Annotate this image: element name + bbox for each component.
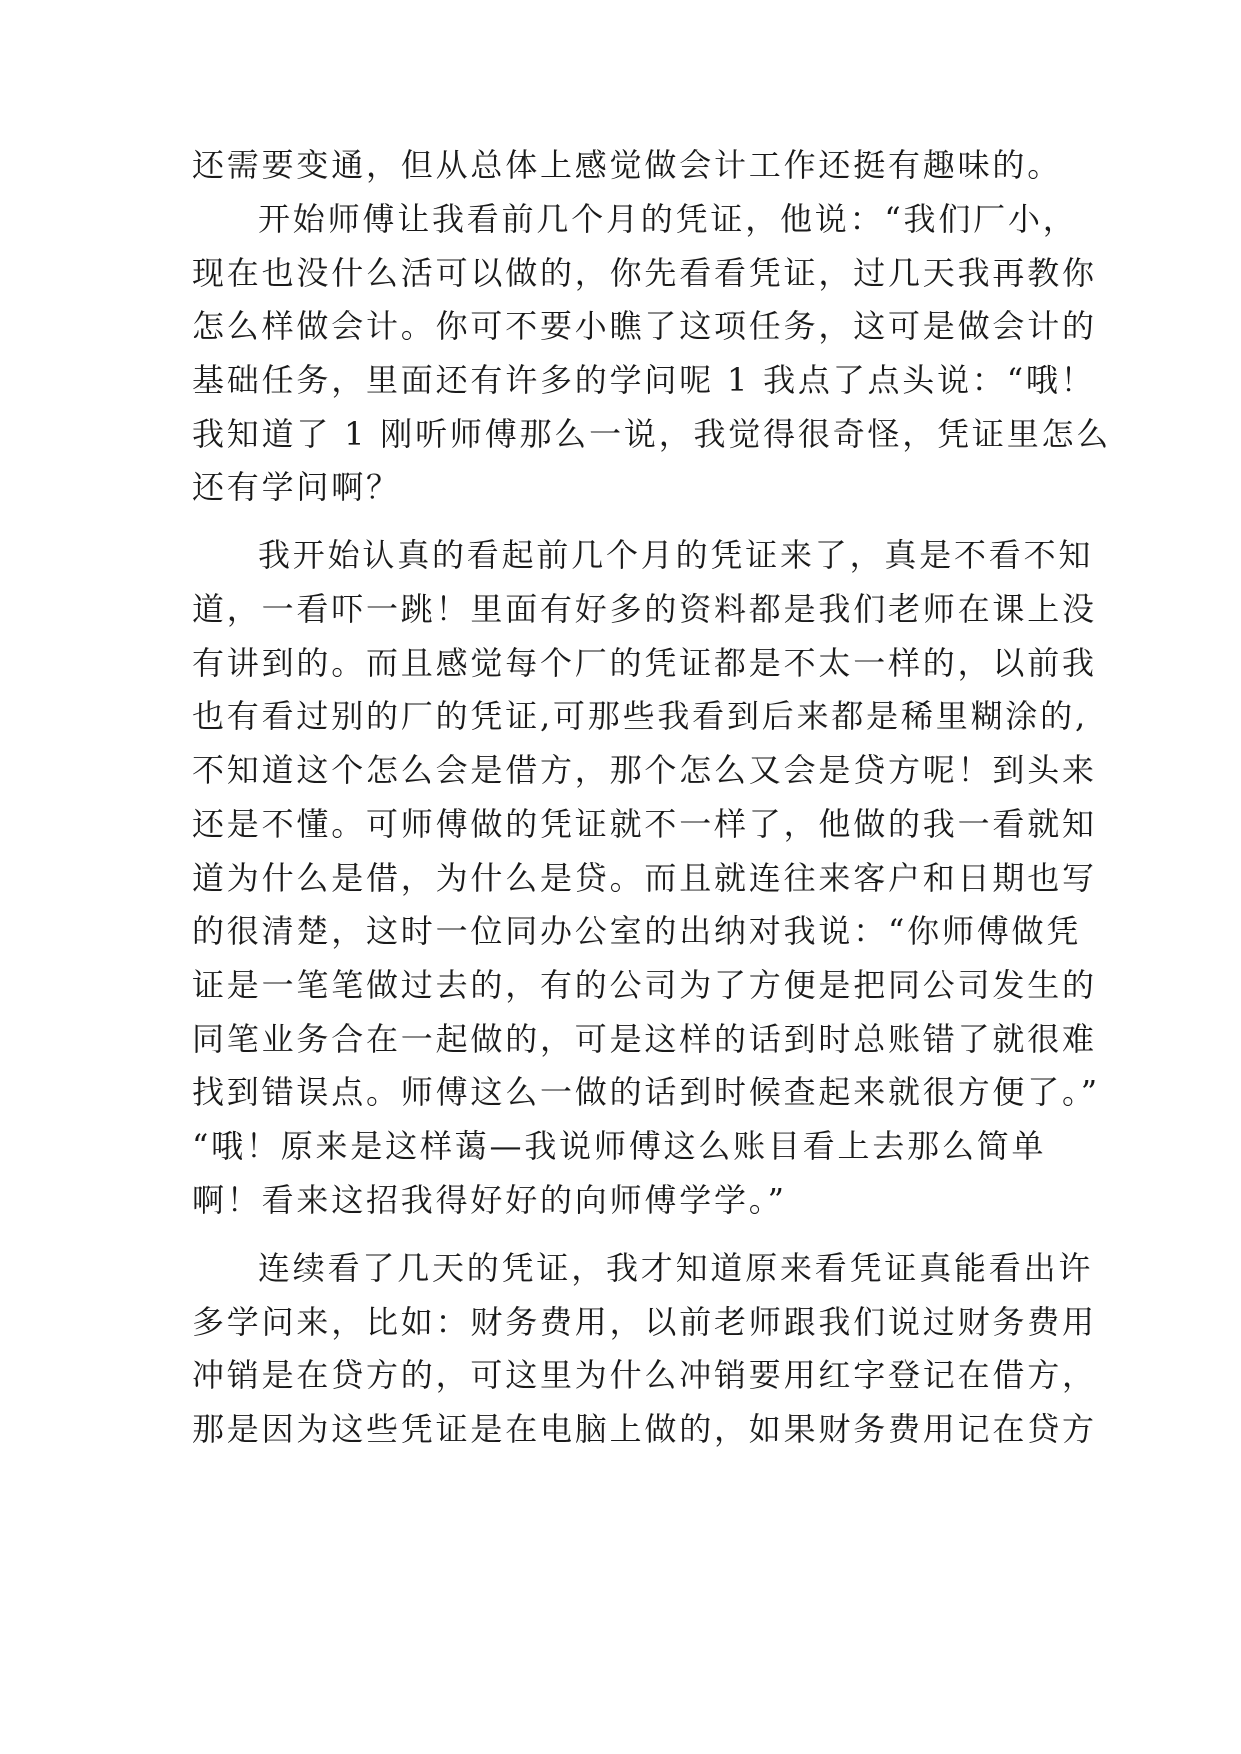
- text-line: 啊！看来这招我得好好的向师傅学学。”: [192, 1181, 787, 1219]
- text-line: 找到错误点。师傅这么一做的话到时候查起来就很方便了。”: [192, 1073, 1100, 1111]
- text-line: 还有学问啊？: [192, 468, 401, 506]
- text-line: 多学问来，比如：财务费用，以前老师跟我们说过财务费用: [192, 1303, 1097, 1341]
- text-line: 冲销是在贷方的，可这里为什么冲销要用红字登记在借方，: [192, 1356, 1097, 1394]
- text-line: 基础任务，里面还有许多的学问呢 1 我点了点头说：“哦！: [192, 361, 1096, 399]
- text-line: 的很清楚，这时一位同办公室的出纳对我说：“你师傅做凭: [192, 912, 1082, 950]
- text-line: 有讲到的。而且感觉每个厂的凭证都是不太一样的，以前我: [192, 644, 1097, 682]
- text-line: 怎么样做会计。你可不要小瞧了这项任务，这可是做会计的: [192, 307, 1097, 345]
- text-line: 不知道这个怎么会是借方，那个怎么又会是贷方呢！到头来: [192, 751, 1097, 789]
- text-line: 也有看过别的厂的凭证,可那些我看到后来都是稀里糊涂的,: [192, 697, 1088, 735]
- paragraph-first-line: 我开始认真的看起前几个月的凭证来了，真是不看不知: [258, 536, 1094, 574]
- text-line: 道，一看吓一跳！里面有好多的资料都是我们老师在课上没: [192, 590, 1097, 628]
- text-line: 现在也没什么活可以做的，你先看看凭证，过几天我再教你: [192, 254, 1097, 292]
- text-line: “哦！原来是这样蔼—我说师傅这么账目看上去那么简单: [192, 1127, 1047, 1165]
- paragraph-first-line: 开始师傅让我看前几个月的凭证，他说：“我们厂小，: [258, 200, 1078, 238]
- text-line: 那是因为这些凭证是在电脑上做的，如果财务费用记在贷方: [192, 1410, 1097, 1448]
- paragraph-first-line: 连续看了几天的凭证，我才知道原来看凭证真能看出许: [258, 1249, 1094, 1287]
- text-line: 证是一笔笔做过去的，有的公司为了方便是把同公司发生的: [192, 966, 1097, 1004]
- text-line: 道为什么是借，为什么是贷。而且就连往来客户和日期也写: [192, 859, 1097, 897]
- text-line: 还需要变通，但从总体上感觉做会计工作还挺有趣味的。: [192, 146, 1063, 184]
- text-line: 还是不懂。可师傅做的凭证就不一样了，他做的我一看就知: [192, 805, 1097, 843]
- text-line: 同笔业务合在一起做的，可是这样的话到时总账错了就很难: [192, 1020, 1097, 1058]
- text-line: 我知道了 1 刚听师傅那么一说，我觉得很奇怪，凭证里怎么: [192, 415, 1112, 453]
